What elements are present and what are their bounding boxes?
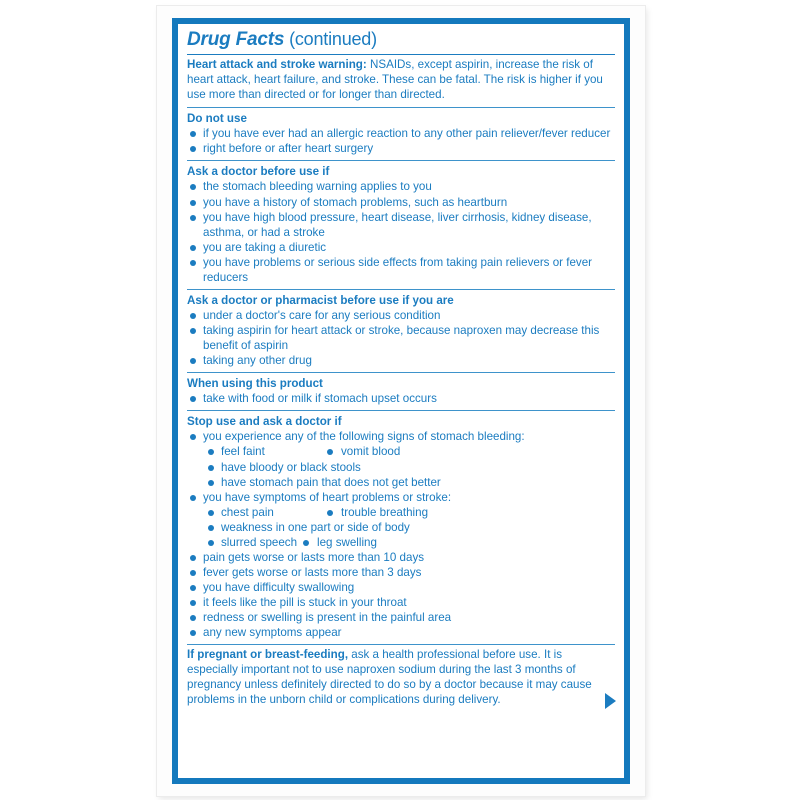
sub-list-item: slurred speech	[221, 535, 298, 549]
heart-attack-warning-body: NSAIDs, except aspirin, increase the risk of heart attack, heart failure, and stroke. These can be fatal. The risk is higher if you use more than directed or for longer than directed.	[187, 58, 603, 102]
sub-list-item: weakness in one part or side of body	[187, 520, 615, 535]
sub-list-item: vomit blood	[325, 444, 400, 459]
list-item: it feels like the pill is stuck in your throat	[187, 595, 615, 610]
drug-facts-panel	[172, 18, 630, 784]
sub-list-row-heart-stroke-pair-1	[187, 505, 615, 520]
pregnancy-body: ask a health professional before use. It is especially important not to use naproxen sodium during the last 3 months of pregnancy unless definitely directed to do so by a doctor because it may cause problems in the unborn child or complications during delivery.	[187, 648, 592, 707]
title-continued-text: (continued)	[289, 29, 377, 49]
pregnancy-label: If pregnant or breast-feeding,	[187, 648, 349, 662]
stop-use-heading: Stop use and ask a doctor if	[187, 415, 342, 429]
stop-use-list	[187, 429, 615, 444]
pregnancy-paragraph	[187, 647, 615, 708]
when-using-heading: When using this product	[187, 377, 323, 391]
heart-attack-warning-paragraph	[187, 57, 615, 103]
divider-before-do-not-use	[187, 107, 615, 108]
section-when-using-this-product	[187, 375, 615, 407]
sub-list-heart-stroke-single	[187, 520, 615, 535]
section-ask-doctor-or-pharmacist	[187, 292, 615, 369]
list-item: you have difficulty swallowing	[187, 580, 615, 595]
do-not-use-list	[187, 126, 615, 156]
drug-facts-title	[187, 28, 615, 52]
divider-before-ask-a-doctor	[187, 160, 615, 161]
list-item: the stomach bleeding warning applies to you	[187, 179, 615, 194]
sub-list-row-heart-stroke-pair-2	[187, 535, 615, 550]
divider-before-when-using	[187, 372, 615, 373]
list-item: if you have ever had an allergic reaction to any other pain reliever/fever reducer	[187, 126, 615, 141]
list-item: you have a history of stomach problems, such as heartburn	[187, 195, 615, 210]
divider-before-stop-use	[187, 410, 615, 411]
sub-list-item: have stomach pain that does not get better	[187, 475, 615, 490]
divider-after-title	[187, 54, 615, 55]
list-item: any new symptoms appear	[187, 625, 615, 640]
stop-use-list-heart-stroke	[187, 490, 615, 505]
section-ask-a-doctor-before-use	[187, 163, 615, 286]
list-item: redness or swelling is present in the painful area	[187, 610, 615, 625]
sub-list-row-stomach-bleeding-pair	[187, 444, 615, 459]
ask-doctor-or-pharmacist-heading: Ask a doctor or pharmacist before use if you are	[187, 293, 454, 307]
stop-use-tail-list	[187, 550, 615, 640]
drug-facts-panel-inner	[178, 24, 624, 778]
list-item: take with food or milk if stomach upset occurs	[187, 391, 615, 406]
title-main-text: Drug Facts	[187, 29, 285, 50]
section-stop-use-and-ask-a-doctor	[187, 413, 615, 641]
ask-doctor-or-pharmacist-list	[187, 308, 615, 368]
right-arrow-icon	[605, 693, 616, 709]
list-item: under a doctor's care for any serious condition	[187, 308, 615, 323]
section-if-pregnant-or-breast-feeding	[187, 647, 615, 709]
list-item: you have symptoms of heart problems or stroke:	[187, 490, 615, 505]
list-item: you have high blood pressure, heart disease, liver cirrhosis, kidney disease, asthma, or had a stroke	[187, 210, 615, 240]
divider-before-pregnancy	[187, 644, 615, 645]
list-item: taking aspirin for heart attack or stroke, because naproxen may decrease this benefit of aspirin	[187, 323, 615, 353]
sub-list-item: trouble breathing	[325, 505, 428, 520]
sub-list-item: feel faint	[221, 445, 265, 459]
sub-list-item: chest pain	[221, 505, 274, 519]
ask-a-doctor-list	[187, 179, 615, 284]
list-item: you have problems or serious side effects from taking pain relievers or fever reducers	[187, 255, 615, 285]
list-item: right before or after heart surgery	[187, 141, 615, 156]
sub-list-item: have bloody or black stools	[187, 460, 615, 475]
list-item: you experience any of the following signs of stomach bleeding:	[187, 429, 615, 444]
list-item: taking any other drug	[187, 353, 615, 368]
do-not-use-heading: Do not use	[187, 112, 247, 126]
section-heart-attack-warning	[187, 57, 615, 104]
list-item: you are taking a diuretic	[187, 240, 615, 255]
list-item: fever gets worse or lasts more than 3 days	[187, 565, 615, 580]
sub-list-item: leg swelling	[301, 535, 377, 550]
list-item: pain gets worse or lasts more than 10 days	[187, 550, 615, 565]
section-do-not-use	[187, 110, 615, 157]
divider-before-ask-pharmacist	[187, 289, 615, 290]
when-using-list	[187, 391, 615, 406]
sub-list-stomach-bleeding-rest	[187, 460, 615, 490]
heart-attack-warning-label: Heart attack and stroke warning:	[187, 58, 367, 71]
ask-a-doctor-heading: Ask a doctor before use if	[187, 165, 330, 179]
